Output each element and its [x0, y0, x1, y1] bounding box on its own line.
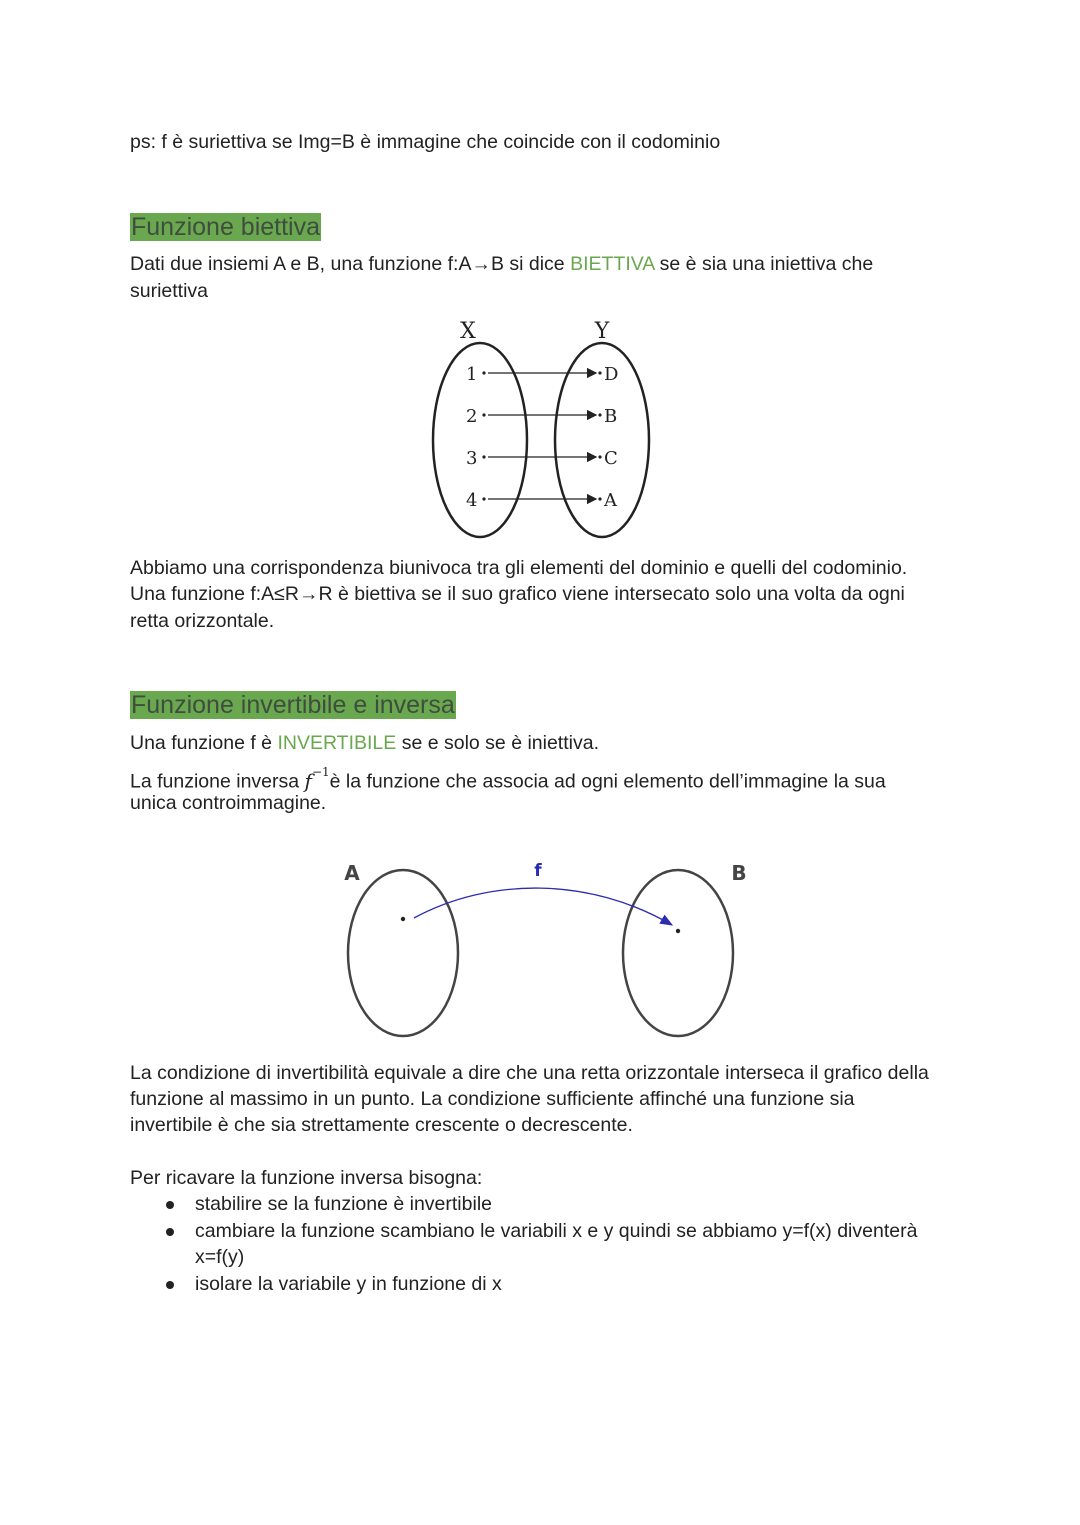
step-1-text: stabilire se la funzione è invertibile: [195, 1193, 492, 1215]
set-b-label: B: [731, 861, 747, 885]
step-3-text: isolare la variabile y in funzione di x: [195, 1272, 502, 1295]
set-y-ellipse: [555, 343, 649, 537]
domain-element-4: 4: [466, 490, 478, 511]
bullet-icon: [166, 1201, 174, 1209]
invertibile-para-line2: funzione al massimo in un punto. La condizione sufficiente affinché una funzione sia: [130, 1088, 855, 1110]
set-x-ellipse: [433, 343, 527, 537]
set-a-label: A: [344, 861, 360, 885]
heading-biettiva: [130, 212, 321, 242]
codomain-element-a: A: [604, 490, 617, 511]
list-item: [130, 1271, 917, 1298]
inverse-exponent: −1: [311, 765, 330, 779]
arrow-f-label: f: [534, 861, 542, 881]
mapping-diagram: [330, 852, 750, 1042]
invertibile-para-line3: invertibile è che sia strettamente crescente o decrescente.: [130, 1114, 633, 1136]
biettiva-para-line2: Una funzione f:A≤R→R è biettiva se il suo grafico viene intersecato solo una volta da ogni: [130, 583, 905, 605]
codomain-element-c: C: [604, 448, 618, 469]
biettiva-keyword: BIETTIVA: [570, 253, 655, 275]
biettiva-definition-line2: suriettiva: [130, 280, 209, 302]
invertibile-line1-post: se e solo se è iniettiva.: [396, 732, 599, 754]
domain-element-3: 3: [466, 448, 478, 469]
bullet-icon: [166, 1281, 174, 1289]
biettiva-definition: [130, 251, 873, 278]
domain-element-2: 2: [466, 406, 478, 427]
biettiva-def-pre: Dati due insiemi A e B, una funzione f:A→B si dice: [130, 253, 571, 275]
steps-list: [130, 1191, 917, 1297]
steps-intro: Per ricavare la funzione inversa bisogna:: [130, 1167, 483, 1189]
ps-note: ps: f è suriettiva se Img=B è immagine che coincide con il codominio: [130, 131, 721, 153]
set-x-label: X: [460, 319, 476, 344]
biettiva-para-line1: Abbiamo una corrispondenza biunivoca tra gli elementi del dominio e quelli del codominio.: [130, 557, 908, 579]
element-in-a: [401, 917, 405, 921]
invertibile-line2-post: è la funzione che associa ad ogni elemento dell’immagine la sua: [329, 770, 886, 793]
biettiva-def-post: se è sia una iniettiva che: [654, 253, 874, 275]
set-b-ellipse: [623, 870, 733, 1036]
list-item: [130, 1191, 917, 1218]
invertibile-line1-pre: Una funzione f è: [130, 732, 278, 754]
element-in-b: [676, 929, 680, 933]
heading-invertibile-text: Funzione invertibile e inversa: [131, 691, 455, 719]
invertibile-line2-pre: La funzione inversa: [130, 770, 305, 793]
set-a-ellipse: [348, 870, 458, 1036]
codomain-element-b: B: [604, 406, 618, 427]
heading-invertibile: [130, 690, 456, 720]
set-y-label: Y: [594, 319, 610, 344]
step-2-text: cambiare la funzione scambiano le variabili x e y quindi se abbiamo y=f(x) diventerà: [195, 1219, 918, 1242]
list-item: [130, 1218, 917, 1271]
invertibile-keyword: INVERTIBILE: [277, 732, 397, 754]
inverse-f: f: [304, 768, 312, 793]
invertibile-line3: unica controimmagine.: [130, 792, 327, 814]
heading-biettiva-text: Funzione biettiva: [131, 213, 321, 241]
step-2-continuation: x=f(y): [195, 1246, 245, 1268]
domain-element-1: 1: [466, 364, 478, 385]
invertibile-para-line1: La condizione di invertibilità equivale a dire che una retta orizzontale interseca il grafico della: [130, 1062, 929, 1084]
invertibile-line1: [130, 730, 599, 757]
bijection-diagram: [420, 312, 660, 542]
bullet-icon: [166, 1228, 174, 1236]
biettiva-para-line3: retta orizzontale.: [130, 610, 275, 632]
codomain-element-d: D: [604, 364, 619, 385]
